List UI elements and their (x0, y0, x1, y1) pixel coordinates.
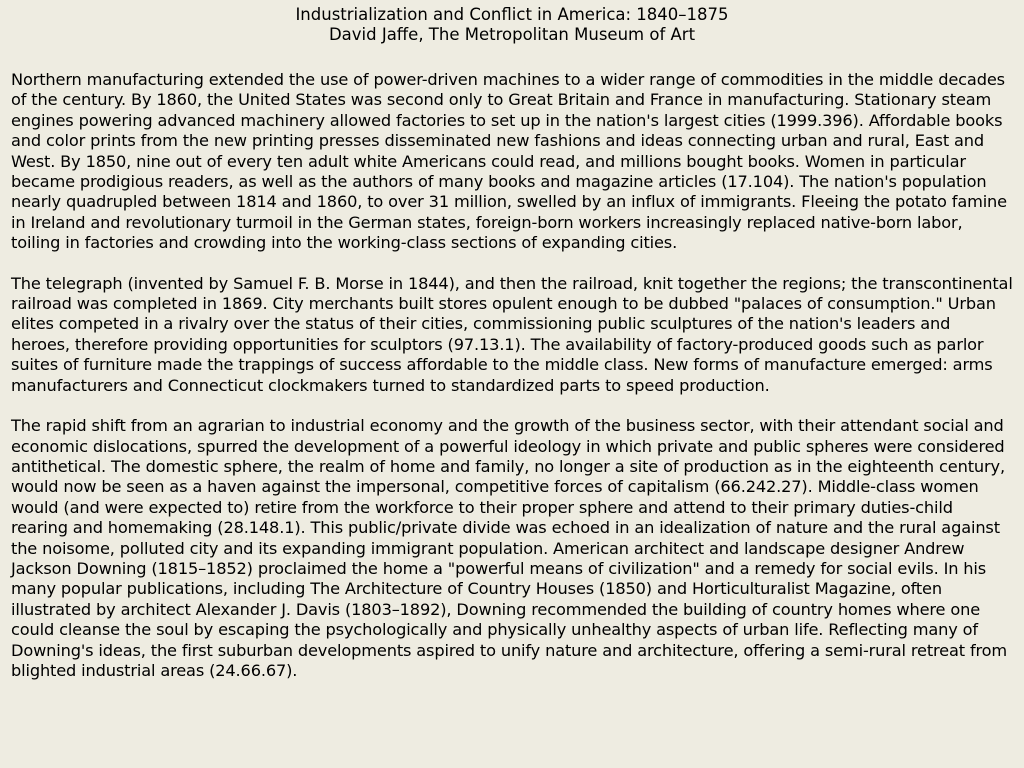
slide-title: Industrialization and Conflict in America: 1840–1875 (295, 5, 729, 24)
paragraph-domestic-sphere: The rapid shift from an agrarian to industrial economy and the growth of the business sector, with their attendant social and economic dislocations, spurred the development of a powerful ideology in which private and public spheres were considered antithetical. The domestic sphere, the realm of home and family, no longer a site of production as in the eighteenth century, would now be seen as a haven against the impersonal, competitive forces of capitalism (66.242.27). Middle-class women would (and were expected to) retire from the workforce to their proper sphere and attend to their primary duties-child rearing and homemaking (28.148.1). This public/private divide was echoed in an idealization of nature and the rural against the noisome, polluted city and its expanding immigrant population. American architect and landscape designer Andrew Jackson Downing (1815–1852) proclaimed the home a "powerful means of civilization" and a remedy for social evils. In his many popular publications, including The Architecture of Country Houses (1850) and Horticulturalist Magazine, often illustrated by architect Alexander J. Davis (1803–1892), Downing recommended the building of country homes where one could cleanse the soul by escaping the psychologically and physically unhealthy aspects of urban life. Reflecting many of Downing's ideas, the first suburban developments aspired to unify nature and architecture, offering a semi-rural retreat from blighted industrial areas (24.66.67). (11, 416, 1008, 680)
paragraph-telegraph-railroad: The telegraph (invented by Samuel F. B. Morse in 1844), and then the railroad, knit together the regions; the transcontinental railroad was completed in 1869. City merchants built stores opulent enough to be dubbed "palaces of consumption." Urban elites competed in a rivalry over the status of their cities, commissioning public sculptures of the nation's leaders and heroes, therefore providing opportunities for sculptors (97.13.1). The availability of factory-produced goods such as parlor suites of furniture made the trappings of success affordable to the middle class. New forms of manufacture emerged: arms manufacturers and Connecticut clockmakers turned to standardized parts to speed production. (11, 273, 1013, 395)
slide-byline: David Jaffe, The Metropolitan Museum of Art (328, 25, 696, 44)
body-text (11, 70, 1014, 701)
paragraph-manufacturing: Northern manufacturing extended the use of power-driven machines to a wider range of commodities in the middle decades of the century. By 1860, the United States was second only to Great Britain and France in manufacturing. Stationary steam engines powering advanced machinery allowed factories to set up in the nation's largest cities (1999.396). Affordable books and color prints from the new printing presses disseminated new fashions and ideas connecting urban and rural, East and West. By 1850, nine out of every ten adult white Americans could read, and millions bought books. Women in particular became prodigious readers, as well as the authors of many books and magazine articles (17.104). The nation's population nearly quadrupled between 1814 and 1860, to over 31 million, swelled by an influx of immigrants. Fleeing the potato famine in Ireland and revolutionary turmoil in the German states, foreign-born workers increasingly replaced native-born labor, toiling in factories and crowding into the working-class sections of expanding cities. (11, 70, 1007, 253)
title-block (0, 5, 1024, 45)
